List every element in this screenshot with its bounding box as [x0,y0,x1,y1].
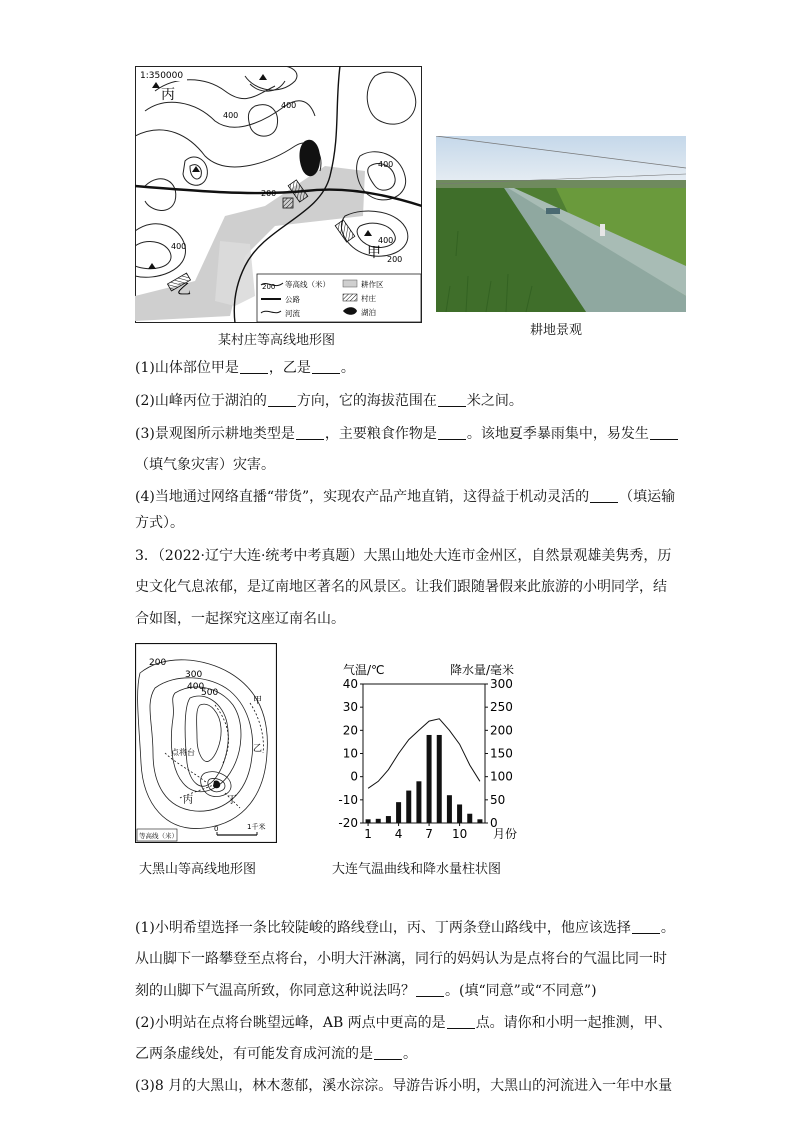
map-contour-300: 300 [185,670,203,680]
label-yi: 乙 [177,282,191,298]
x-tick-label: 4 [394,827,403,841]
temperature-curve [368,719,480,789]
y2-tick-label: 250 [490,700,513,715]
precipitation-bar [366,819,371,823]
label-jia: 甲 [367,245,381,261]
figure1-caption: 某村庄等高线地形图 [218,333,336,348]
legend-lake: 湖泊 [361,308,376,317]
x-tick-label: 1 [364,827,372,841]
x-tick-label: 10 [451,827,468,841]
answer-blank[interactable] [296,425,324,440]
climate-chart-caption: 大连气温曲线和降水量柱状图 [332,862,502,877]
y2-tick-label: 0 [490,816,498,830]
q2-item3-cont: （填气象灾害）灾害。 [135,457,275,473]
legend-river: 河流 [285,309,300,318]
q3-item2: (2)小明站在点将台眺望远峰，AB 两点中更高的是 点。请你和小明一起推测，甲、 [135,1015,672,1031]
y2-tick-label: 200 [490,723,513,738]
y-tick-label: 10 [342,746,358,761]
y-axis-label: 气温/℃ [343,663,385,677]
answer-blank[interactable] [632,919,660,934]
q3-item3: (3)8 月的大黑山，林木葱郁，溪水淙淙。导游告诉小明，大黑山的河流进入一年中水量 [135,1078,673,1094]
answer-blank[interactable] [447,1014,475,1029]
svg-text:200: 200 [262,283,276,291]
x-tick-label: 7 [425,827,433,841]
precipitation-bar [427,735,432,823]
precipitation-bar [406,791,411,823]
legend-contour: 等高线（米） [285,280,330,289]
contour-label: 400 [171,242,187,251]
precipitation-bar [447,795,452,823]
q3-intro-line1: 3．（2022·辽宁大连·统考中考真题）大黑山地处大连市金州区，自然景观雄美隽秀，历 [135,548,672,564]
y2-tick-label: 150 [490,746,513,761]
map-scale-1km: 1千米 [247,823,266,831]
answer-blank[interactable] [268,392,296,407]
precipitation-bar [376,819,381,823]
precipitation-bar [396,802,401,823]
daheishan-map-svg [135,643,277,843]
map-legend-contour: 等高线（米） [139,832,178,840]
answer-blank[interactable] [416,982,444,997]
contour-label: 400 [378,236,394,245]
farmland-photo-svg [436,136,686,312]
q3-item1-line3: 刻的山脚下气温高所致，你同意这种说法吗？ 。(填“同意”或“不同意”) [135,983,597,999]
precipitation-bar [416,781,421,823]
legend-village: 村庄 [361,294,376,303]
map-contour-200: 200 [149,658,167,668]
contour-label: 200 [387,255,403,264]
map-contour-400: 400 [187,682,205,692]
map-bing: 丙 [183,795,193,806]
y2-tick-label: 300 [490,677,513,691]
answer-blank[interactable] [240,359,268,374]
y-tick-label: -20 [338,816,358,830]
y-tick-label: 0 [350,769,358,784]
contour-label: 400 [281,101,297,110]
map-dianjiangtai: 点将台 [171,748,195,757]
answer-blank[interactable] [650,425,678,440]
map-scale-0: 0 [214,825,219,833]
y-tick-label: 30 [342,700,358,715]
contour-map-svg [135,66,422,323]
y-tick-label: -10 [338,792,358,807]
map-jia: 甲 [253,696,263,706]
photo-caption: 耕地景观 [530,323,583,338]
precipitation-bar [386,816,391,823]
precipitation-bar [437,735,442,823]
label-bing: 丙 [161,87,175,103]
q3-intro-line3: 合如图，一起探究这座辽南名山。 [135,611,345,627]
plot-frame [363,684,485,823]
answer-blank[interactable] [374,1045,402,1060]
daheishan-map-caption: 大黑山等高线地形图 [139,862,257,877]
q2-item2: (2)山峰丙位于湖泊的 方向，它的海拔范围在 米之间。 [135,393,523,409]
precipitation-bar [477,819,482,823]
q2-item1: (1)山体部位甲是 ，乙是 。 [135,360,355,376]
map-scale: 1:350000 [140,71,184,81]
legend-farmland: 耕作区 [361,280,384,289]
map-yi: 乙 [253,744,263,754]
contour-label: 400 [378,160,394,169]
map-contour-500: 500 [201,688,219,698]
map-legend [257,274,421,322]
q2-item4-cont: 方式）。 [135,515,184,531]
farmland-photo [436,136,686,312]
contour-label: 200 [261,189,277,198]
q3-item1: (1)小明希望选择一条比较陡峻的路线登山，丙、丁两条登山路线中，他应该选择 。 [135,920,675,936]
map-ding: 丁 [227,795,237,806]
daheishan-contour-map [135,643,277,843]
q2-item4: (4)当地通过网络直播“带货”，实现农产品产地直销，这得益于机动灵活的 （填运输 [135,489,676,505]
q3-intro-line2: 史文化气息浓郁，是辽南地区著名的风景区。让我们跟随暑假来此旅游的小明同学，结 [135,579,667,595]
climate-chart-svg [325,660,535,850]
precipitation-bar [457,804,462,823]
legend-road: 公路 [285,295,300,304]
y2-tick-label: 100 [490,769,513,784]
y-tick-label: 20 [342,723,358,738]
answer-blank[interactable] [438,392,466,407]
q3-item2-line2: 乙两条虚线处，有可能发育成河流的是 。 [135,1046,417,1062]
y-tick-label: 40 [342,677,358,691]
x-axis-label: 月份 [493,827,518,841]
q3-item1-line2: 从山脚下一路攀登至点将台，小明大汗淋漓，同行的妈妈认为是点将台的气温比同一时 [135,951,667,967]
precipitation-bar [467,814,472,823]
village-contour-map [135,66,422,323]
q2-item3: (3)景观图所示耕地类型是 ，主要粮食作物是 。该地夏季暴雨集中，易发生 [135,424,679,444]
answer-blank[interactable] [312,359,340,374]
y2-tick-label: 50 [490,792,506,807]
answer-blank[interactable] [438,425,466,440]
y2-axis-label: 降水量/毫米 [450,663,515,677]
climate-chart [325,660,535,850]
answer-blank[interactable] [590,488,618,503]
contour-label: 400 [223,111,239,120]
